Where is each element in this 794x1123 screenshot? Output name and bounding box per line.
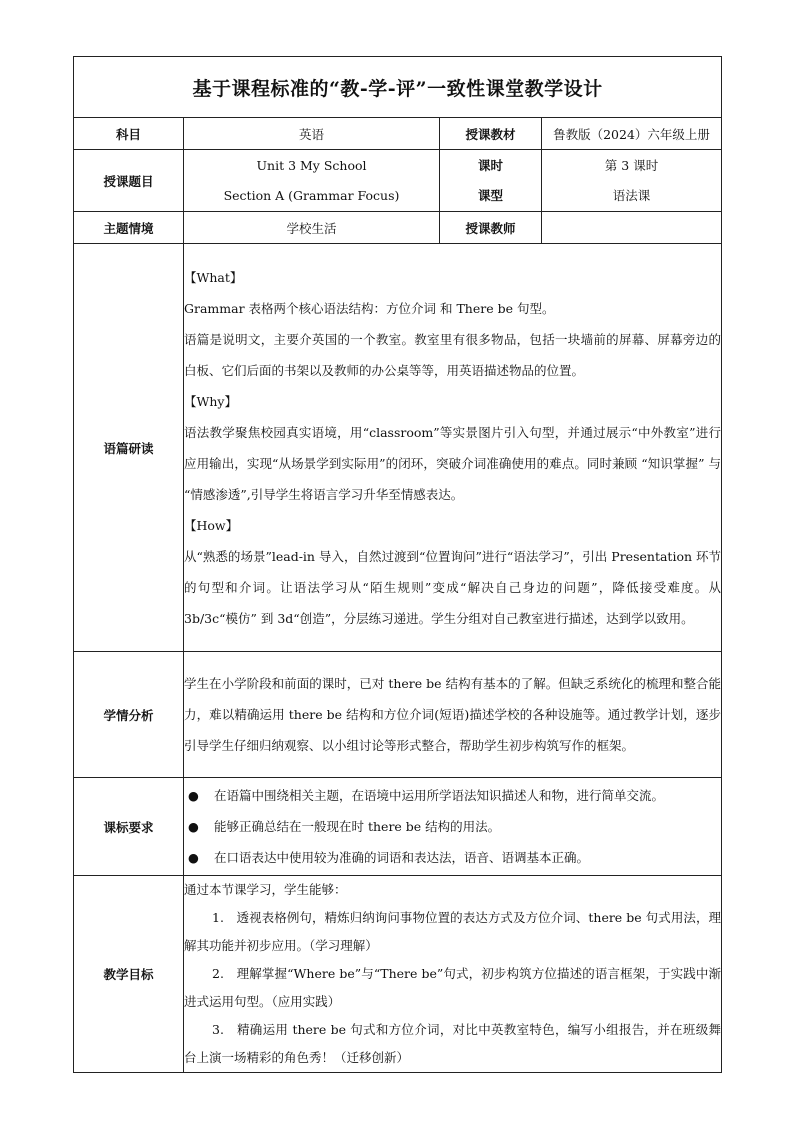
topic-value xyxy=(184,150,440,212)
lesson-plan-sheet xyxy=(73,56,721,1066)
objectives-content xyxy=(184,876,722,1073)
teacher-label: 授课教师 xyxy=(440,212,542,244)
standard-item xyxy=(184,842,721,873)
type-label: 课型 xyxy=(477,187,503,203)
lesson-plan-table xyxy=(73,56,722,1073)
standards-content xyxy=(184,778,722,876)
text-study-label: 语篇研读 xyxy=(74,244,184,652)
standard-item-text: 在语篇中围绕相关主题，在语境中运用所学语法知识描述人和物，进行简单交流。 xyxy=(214,788,665,803)
what-paragraph-2: 语篇是说明文，主要介英国的一个教室。教室里有很多物品，包括一块墙前的屏幕、屏幕旁边的白板、它们后面的书架以及教师的办公桌等等，用英语描述物品的位置。 xyxy=(184,331,722,378)
learner-analysis-content xyxy=(184,652,722,778)
period-value: 第 3 课时 xyxy=(604,157,659,173)
bullet-icon: ● xyxy=(188,850,199,865)
how-paragraph: 从“熟悉的场景”lead-in 导入，自然过渡到“位置询问”进行“语法学习”，引出 Presentation 环节的句型和介词。让语法学习从“陌生规则”变成“解决自己身边的问题”，降低接受难度。从 3b/3c“模仿” 到 3d“创造”，分层练习递进。学生分组对自己教室进行描述，达到学以致用。 xyxy=(184,548,722,626)
standards-label: 课标要求 xyxy=(74,778,184,876)
objectives-intro: 通过本节课学习，学生能够： xyxy=(184,882,347,897)
text-study-content xyxy=(184,244,722,652)
bullet-icon: ● xyxy=(188,819,199,834)
material-label: 授课教材 xyxy=(440,118,542,150)
what-paragraph-1: Grammar 表格两个核心语法结构：方位介词 和 There be 句型。 xyxy=(184,300,555,316)
teacher-value xyxy=(542,212,722,244)
topic-line-1: Unit 3 My School xyxy=(256,157,367,173)
objectives-label: 教学目标 xyxy=(74,876,184,1073)
why-paragraph: 语法教学聚焦校园真实语境，用“classroom”等实景图片引入句型，并通过展示“中外教室”进行应用输出，实现“从场景学到实际用”的闭环，突破介词准确使用的难点。同时兼顾 “知识掌握” 与 “情感渗透”,引导学生将语言学习升华至情感表达。 xyxy=(184,424,722,502)
standard-item xyxy=(184,811,721,842)
type-value: 语法课 xyxy=(612,187,651,203)
topic-line-2: Section A (Grammar Focus) xyxy=(223,187,400,203)
theme-label: 主题情境 xyxy=(74,212,184,244)
what-heading: 【What】 xyxy=(184,269,243,285)
why-heading: 【Why】 xyxy=(184,393,237,409)
objective-item: 2. 理解掌握“Where be”与“There be”句式，初步构筑方位描述的语言框架，于实践中渐进式运用句型。（应用实践） xyxy=(184,966,722,1009)
standard-item-text: 能够正确总结在一般现在时 there be 结构的用法。 xyxy=(214,819,501,834)
objective-item: 1. 透视表格例句，精炼归纳询问事物位置的表达方式及方位介词、there be 句式用法，理解其功能并初步应用。（学习理解） xyxy=(184,910,722,953)
standard-item xyxy=(184,780,721,811)
objective-item: 3. 精确运用 there be 句式和方位介词，对比中英教室特色，编写小组报告，并在班级舞台上演一场精彩的角色秀！（迁移创新） xyxy=(184,1022,722,1065)
period-type-labels xyxy=(440,150,542,212)
learner-analysis-label: 学情分析 xyxy=(74,652,184,778)
subject-value: 英语 xyxy=(184,118,440,150)
standard-item-text: 在口语表达中使用较为准确的词语和表达法，语音、语调基本正确。 xyxy=(214,850,590,865)
how-heading: 【How】 xyxy=(184,517,239,533)
learner-analysis-text: 学生在小学阶段和前面的课时，已对 there be 结构有基本的了解。但缺乏系统化的梳理和整合能力，难以精确运用 there be 结构和方位介词(短语)描述学校的各种设施等。通过教学计划，逐步引导学生仔细归纳观察、以小组讨论等形式整合，帮助学生初步构筑写作的框架。 xyxy=(184,676,722,753)
theme-value: 学校生活 xyxy=(184,212,440,244)
page-title: 基于课程标准的“教-学-评”一致性课堂教学设计 xyxy=(74,57,722,118)
bullet-icon: ● xyxy=(188,788,199,803)
period-label: 课时 xyxy=(477,157,503,173)
period-type-values xyxy=(542,150,722,212)
subject-label: 科目 xyxy=(74,118,184,150)
topic-label: 授课题目 xyxy=(74,150,184,212)
material-value: 鲁教版（2024）六年级上册 xyxy=(542,118,722,150)
